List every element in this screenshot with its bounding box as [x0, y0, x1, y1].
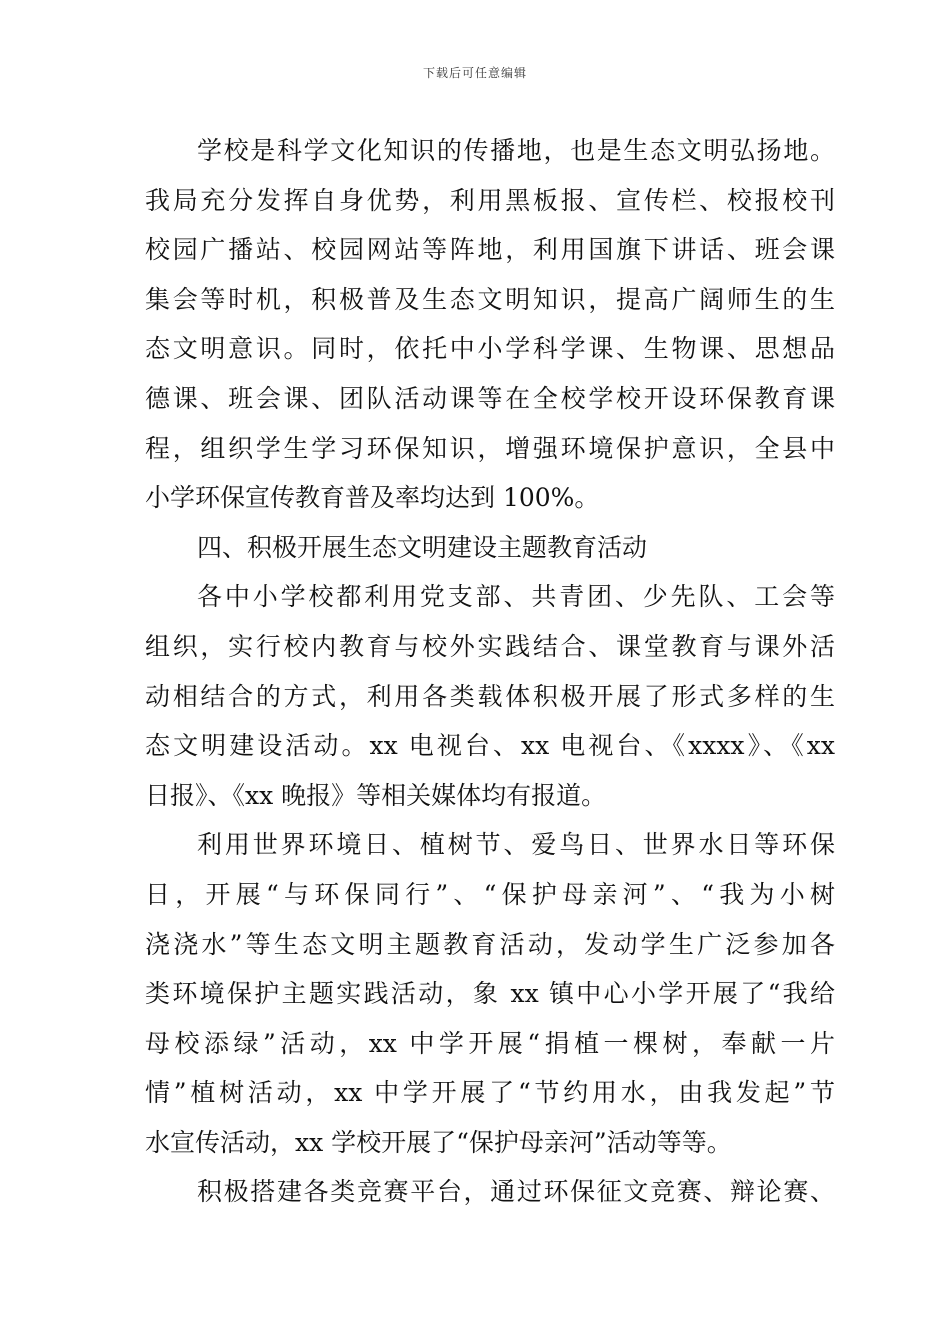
- text-line: 态文明意识。同时，依托中小学科学课、生物课、思想品: [145, 334, 835, 364]
- text-line: 德课、班会课、团队活动课等在全校学校开设环保教育课: [145, 383, 835, 413]
- document-body: [145, 126, 835, 1217]
- text-line: 学校是科学文化知识的传播地，也是生态文明弘扬地。: [197, 136, 835, 165]
- text-line: 小学环保宣传教育普及率均达到 100%。: [145, 483, 600, 513]
- text-line: 母校添绿”活动，xx 中学开展“捐植一棵树，奉献一片: [145, 1028, 835, 1058]
- text-line: 程，组织学生学习环保知识，增强环境保护意识，全县中: [145, 433, 835, 463]
- text-line: 水宣传活动，xx 学校开展了“保护母亲河”活动等等。: [145, 1127, 732, 1157]
- text-line: 我局充分发挥自身优势，利用黑板报、宣传栏、校报校刊: [145, 185, 835, 215]
- text-line: 利用世界环境日、植树节、爱鸟日、世界水日等环保: [197, 830, 835, 860]
- text-line: 四、积极开展生态文明建设主题教育活动: [197, 532, 648, 562]
- text-line: 校园广播站、校园网站等阵地，利用国旗下讲话、班会课: [145, 235, 835, 265]
- text-line: 情”植树活动，xx 中学开展了“节约用水，由我发起”节: [145, 1078, 835, 1108]
- text-line: 集会等时机，积极普及生态文明知识，提高广阔师生的生: [145, 284, 835, 314]
- text-line: 类环境保护主题实践活动，象 xx 镇中心小学开展了“我给: [145, 979, 835, 1009]
- text-line: 各中小学校都利用党支部、共青团、少先队、工会等: [197, 582, 835, 612]
- text-line: 日报》、《xx 晚报》等相关媒体均有报道。: [145, 780, 607, 810]
- text-line: 日，开展“与环保同行”、“保护母亲河”、“我为小树: [145, 879, 835, 909]
- text-line: 积极搭建各类竞赛平台，通过环保征文竞赛、辩论赛、: [197, 1177, 835, 1207]
- text-line: 组织，实行校内教育与校外实践结合、课堂教育与课外活: [145, 631, 835, 661]
- text-line: 动相结合的方式，利用各类载体积极开展了形式多样的生: [145, 681, 835, 711]
- header-note: 下载后可任意编辑: [422, 66, 527, 80]
- text-line: 态文明建设活动。xx 电视台、xx 电视台、《xxxx》、《xx: [145, 731, 835, 761]
- text-line: 浇浇水”等生态文明主题教育活动，发动学生广泛参加各: [145, 929, 835, 959]
